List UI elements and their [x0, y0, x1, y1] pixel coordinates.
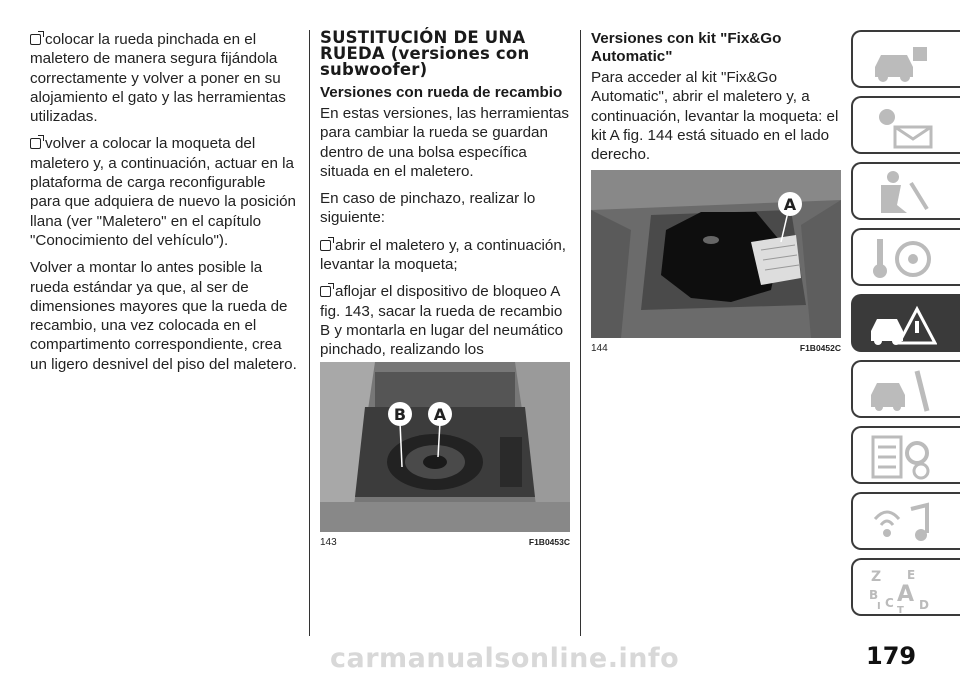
figure-number: 143 — [320, 537, 337, 548]
car-emergency-icon — [867, 301, 937, 349]
multimedia-icon — [867, 499, 937, 547]
svg-text:B: B — [869, 588, 879, 602]
index-letters-icon — [867, 565, 937, 613]
tab-multimedia[interactable] — [851, 492, 960, 550]
subsection-heading: Versiones con kit "Fix&Go Automatic" — [591, 30, 782, 65]
svg-text:A: A — [897, 582, 915, 607]
tab-knowing-vehicle[interactable] — [851, 30, 960, 88]
seat-airbag-icon — [867, 169, 937, 217]
bullet-item: abrir el maletero y, a continuación, levantar la moqueta; — [320, 236, 567, 274]
paragraph: En caso de pinchazo, realizar lo siguiente: — [320, 190, 536, 227]
figure-code: F1B0453C — [528, 537, 570, 547]
subsection-heading: Versiones con rueda de recambio — [320, 84, 563, 101]
warning-lights-mail-icon — [867, 103, 937, 151]
svg-text:T: T — [897, 605, 904, 613]
section-heading: SUSTITUCIÓN DE UNA RUEDA (versiones con subwoofer) — [320, 28, 530, 79]
bullet-checkbox-icon — [320, 286, 331, 297]
figure-143-caption — [320, 537, 570, 548]
paragraph: Para acceder al kit "Fix&Go Automatic", abrir el maletero y, a continuación, levantar la moqueta: el kit A fig. 144 está situado en el lado derecho. — [591, 69, 839, 164]
bullet-checkbox-icon — [320, 240, 331, 251]
bullet-checkbox-icon — [30, 138, 41, 149]
tab-starting-driving[interactable] — [851, 228, 960, 286]
svg-text:E: E — [907, 568, 916, 582]
paragraph: Volver a montar lo antes posible la rueda estándar ya que, al ser de dimensiones mayores que la rueda de recambio, una vez colocada en el compartimento correspondiente, crea un ligero desnivel del piso del maletero. — [30, 259, 297, 373]
tab-technical-data[interactable] — [851, 426, 960, 484]
figure-number: 144 — [591, 343, 608, 354]
specs-gears-icon — [867, 433, 937, 481]
watermark: carmanualsonline.info — [330, 643, 680, 674]
bullet-item: aflojar el dispositivo de bloqueo A fig. 143, sacar la rueda de recambio B y montarla en lugar del neumático pinchado, realizando los — [320, 283, 564, 359]
paragraph: En estas versiones, las herramientas para cambiar la rueda se guardan dentro de una bolsa específica situada en el maletero. — [320, 105, 570, 180]
tab-maintenance[interactable] — [851, 360, 960, 418]
svg-text:I: I — [877, 601, 881, 612]
car-info-icon — [867, 37, 937, 85]
page-number: 179 — [866, 642, 917, 670]
tab-warning-lights[interactable] — [851, 96, 960, 154]
label-b: B — [393, 405, 407, 424]
car-maintenance-icon — [867, 367, 937, 415]
label-a: A — [433, 405, 447, 424]
svg-text:C: C — [885, 596, 894, 610]
svg-text:D: D — [919, 598, 929, 612]
figure-143-image — [320, 362, 570, 532]
tab-in-emergency[interactable] — [851, 294, 960, 352]
column-1 — [30, 30, 298, 382]
figure-144-caption — [591, 343, 841, 354]
bullet-checkbox-icon — [30, 34, 41, 45]
column-divider — [580, 30, 581, 636]
bullet-item: volver a colocar la moqueta del maletero y, a continuación, actuar en la plataforma de carga reconfigurable para que adquiera de nuevo la posición llana (ver "Maletero" en el capítulo "Conocimiento del vehículo"). — [30, 135, 296, 249]
column-3 — [591, 30, 846, 172]
key-steering-wheel-icon — [867, 235, 937, 283]
tab-safety[interactable] — [851, 162, 960, 220]
column-divider — [309, 30, 310, 636]
figure-144-image — [591, 170, 841, 338]
figure-code: F1B0452C — [799, 343, 841, 353]
label-a: A — [783, 195, 797, 214]
trunk-spare-wheel-illustration — [320, 362, 570, 532]
tab-index[interactable] — [851, 558, 960, 616]
svg-text:Z: Z — [871, 569, 882, 585]
trunk-fixgo-kit-illustration — [591, 170, 841, 338]
bullet-item: colocar la rueda pinchada en el maletero de manera segura fijándola correctamente y volver a poner en su alojamiento el gato y las herramientas utilizadas. — [30, 31, 286, 126]
column-2 — [320, 30, 570, 406]
